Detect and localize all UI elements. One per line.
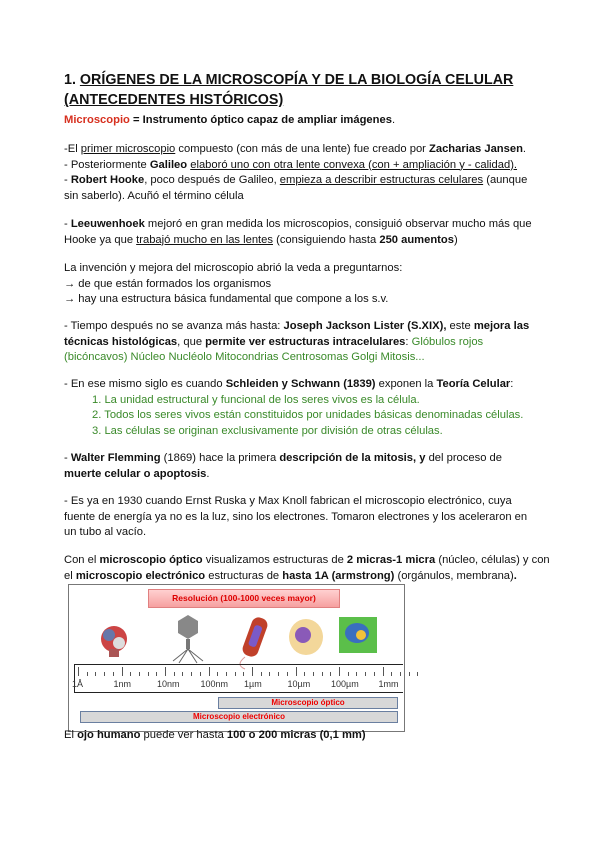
scale-label: 10µm bbox=[287, 679, 311, 689]
title-line-1: ORÍGENES DE LA MICROSCOPÍA Y DE LA BIOLOGÍA CELULAR bbox=[79, 72, 514, 88]
t: Teoría Celular bbox=[436, 378, 511, 390]
t: Galileo bbox=[149, 158, 188, 171]
plant-cell-icon bbox=[335, 613, 381, 657]
ruler-tick bbox=[182, 672, 183, 676]
ruler-tick bbox=[287, 672, 288, 676]
flemming-paragraph bbox=[64, 451, 542, 482]
t: muerte celular o apoptosis bbox=[64, 467, 207, 480]
t: (núcleo, células) y con el bbox=[64, 554, 550, 582]
optical-microscope-range: Microscopio óptico bbox=[218, 697, 398, 709]
t: estructuras de bbox=[205, 569, 283, 582]
ruler-tick bbox=[104, 672, 105, 676]
scale-ruler bbox=[74, 664, 403, 693]
protein-icon bbox=[97, 623, 131, 659]
ruler-tick bbox=[356, 672, 357, 676]
t: Joseph Jackson Lister (S.XIX), bbox=[283, 320, 447, 332]
human-eye-paragraph bbox=[64, 728, 542, 744]
ruler-tick bbox=[148, 672, 149, 676]
t: - Tiempo después no se avanza más hasta: bbox=[64, 320, 284, 332]
ruler-tick bbox=[191, 672, 192, 676]
t: primer microscopio bbox=[80, 143, 176, 155]
t: - bbox=[64, 452, 71, 464]
t: puede ver hasta bbox=[140, 729, 227, 741]
animal-cell-icon bbox=[287, 617, 325, 657]
lister-paragraph bbox=[64, 319, 542, 366]
t: mejora las técnicas histológicas bbox=[64, 320, 530, 348]
scale-label: 100nm bbox=[200, 679, 229, 689]
ruler-tick bbox=[226, 672, 227, 676]
t: . bbox=[522, 143, 527, 155]
list-item: 3. Las células se originan exclusivamente por división de otras células. bbox=[92, 424, 443, 437]
t: 100 o 200 micras (0,1 mm) bbox=[226, 729, 366, 741]
ruler-tick bbox=[243, 672, 244, 676]
t: 250 aumentos bbox=[379, 233, 454, 246]
history-paragraph bbox=[64, 142, 542, 204]
t: Schleiden y Schwann (1839) bbox=[225, 378, 376, 390]
ruler-tick bbox=[322, 672, 323, 676]
t: descripción de la mitosis, y bbox=[279, 452, 426, 464]
t: - En ese mismo siglo es cuando bbox=[64, 378, 226, 390]
ruler-tick bbox=[409, 672, 410, 676]
ruska-paragraph: - Es ya en 1930 cuando Ernst Ruska y Max Knoll fabrican el microscopio electrónico, cuya fuente de energía ya no es la luz, sino los electrones. Tomaron electrones y los aceleraron en un tubo al vacío. bbox=[64, 495, 528, 539]
bacterium-icon bbox=[231, 615, 275, 671]
list-item: 1. La unidad estructural y funcional de los seres vivos es la célula. bbox=[92, 393, 420, 406]
ruler-tick bbox=[165, 667, 166, 676]
resolution-paragraph bbox=[64, 553, 554, 584]
resolution-banner: Resolución (100-1000 veces mayor) bbox=[148, 589, 340, 608]
t: : bbox=[510, 378, 514, 390]
leeuwenhoek-paragraph bbox=[64, 217, 542, 248]
scale-label: 1nm bbox=[113, 679, 132, 689]
t: . bbox=[391, 114, 396, 126]
scale-label: 1Å bbox=[72, 679, 84, 689]
t: mejoró en gran medida los microscopios, consiguió observar mucho más que Hooke ya que bbox=[64, 218, 532, 246]
scale-label: 100µm bbox=[331, 679, 359, 689]
ruler-tick bbox=[217, 672, 218, 676]
section-title bbox=[64, 70, 542, 110]
t: visualizamos estructuras de bbox=[202, 554, 347, 566]
ruler-tick bbox=[156, 672, 157, 676]
ruler-tick bbox=[417, 672, 418, 676]
t: permite ver estructuras intracelulares bbox=[205, 335, 406, 348]
ruler-tick bbox=[313, 672, 314, 676]
ruler-tick bbox=[365, 672, 366, 676]
t: microscopio electrónico bbox=[75, 569, 206, 582]
ruler-tick bbox=[400, 672, 401, 676]
microscopy-scale-figure bbox=[68, 584, 405, 732]
t: - bbox=[64, 174, 71, 187]
t: (1869) hace la primera bbox=[160, 452, 280, 464]
ruler-tick bbox=[113, 672, 114, 676]
ruler-tick bbox=[383, 667, 384, 676]
ruler-tick bbox=[122, 667, 123, 676]
t: hasta 1A (armstrong) bbox=[282, 569, 395, 582]
ruler-tick bbox=[130, 672, 131, 676]
t: : bbox=[405, 335, 412, 348]
t: Glóbulos rojos (bicóncavos) Núcleo Nucléolo Mitocondrias Centrosomas Golgi Mitosis... bbox=[64, 335, 484, 364]
ruler-tick bbox=[87, 672, 88, 676]
ruler-tick bbox=[261, 672, 262, 676]
t: -El bbox=[64, 143, 81, 155]
ruler-tick bbox=[374, 672, 375, 676]
t: empieza a describir estructuras celulares bbox=[279, 174, 484, 187]
list-item: 2. Todos los seres vivos están constituidos por unidades básicas denominadas células. bbox=[92, 409, 524, 422]
t: (aunque sin saberlo). Acuñó el término célula bbox=[64, 174, 528, 202]
eq: = bbox=[129, 114, 143, 126]
ruler-tick bbox=[304, 672, 305, 676]
t: este bbox=[446, 320, 474, 332]
ruler-tick bbox=[139, 672, 140, 676]
t: del proceso de bbox=[425, 452, 502, 464]
title-number: 1. bbox=[64, 72, 80, 88]
ruler-tick bbox=[330, 672, 331, 676]
ruler-tick bbox=[296, 667, 297, 676]
t: - bbox=[64, 218, 71, 230]
t: ojo humano bbox=[77, 729, 141, 741]
t: (consiguiendo hasta bbox=[272, 233, 380, 246]
ruler-tick bbox=[174, 672, 175, 676]
t: . bbox=[513, 569, 517, 582]
t: (orgánulos, membrana) bbox=[394, 569, 514, 582]
ruler-tick bbox=[391, 672, 392, 676]
ruler-tick bbox=[269, 672, 270, 676]
t: ) bbox=[453, 233, 458, 246]
t: . bbox=[206, 467, 210, 480]
t: → de que están formados los organismos bbox=[64, 277, 272, 290]
t: , que bbox=[177, 335, 206, 348]
ruler-tick bbox=[339, 667, 340, 676]
t: Leeuwenhoek bbox=[70, 218, 145, 230]
t: trabajó mucho en las lentes bbox=[136, 233, 273, 246]
scale-label: 1mm bbox=[378, 679, 399, 689]
definition bbox=[64, 113, 542, 129]
t: Zacharias Jansen bbox=[429, 143, 523, 155]
electron-microscope-range: Microscopio electrónico bbox=[80, 711, 398, 723]
virus-icon bbox=[167, 613, 209, 665]
t: Walter Flemming bbox=[70, 452, 161, 464]
t: microscopio óptico bbox=[99, 554, 203, 566]
ruler-tick bbox=[209, 667, 210, 676]
t: Robert Hooke bbox=[70, 174, 145, 187]
t: - Posteriormente bbox=[64, 158, 150, 171]
definition-text: Instrumento óptico capaz de ampliar imágenes bbox=[142, 114, 392, 126]
ruler-tick bbox=[95, 672, 96, 676]
term: Microscopio bbox=[64, 114, 130, 126]
cell-theory-list bbox=[64, 393, 542, 440]
questions-paragraph bbox=[64, 261, 542, 308]
scale-label: 1µm bbox=[244, 679, 262, 689]
title-line-2: (ANTECEDENTES HISTÓRICOS) bbox=[64, 92, 284, 108]
t: elaboró uno con otra lente convexa (con + ampliación y - calidad). bbox=[190, 158, 518, 171]
ruler-tick bbox=[200, 672, 201, 676]
t: Con el bbox=[64, 554, 100, 566]
t: La invención y mejora del microscopio abrió la veda a preguntarnos: bbox=[64, 262, 403, 274]
scale-label: 10nm bbox=[157, 679, 180, 689]
ruler-tick bbox=[278, 672, 279, 676]
t: , poco después de Galileo, bbox=[144, 174, 280, 187]
cell-theory-paragraph bbox=[64, 377, 542, 439]
ruler-tick bbox=[235, 672, 236, 676]
t: El bbox=[64, 729, 78, 741]
t: exponen la bbox=[375, 378, 437, 390]
t: compuesto (con más de una lente) fue creado por bbox=[175, 143, 430, 155]
ruler-tick bbox=[252, 667, 253, 676]
t: 2 micras-1 micra bbox=[346, 554, 436, 566]
ruler-tick bbox=[348, 672, 349, 676]
t: → hay una estructura básica fundamental que compone a los s.v. bbox=[64, 293, 389, 306]
ruler-tick bbox=[78, 667, 79, 676]
